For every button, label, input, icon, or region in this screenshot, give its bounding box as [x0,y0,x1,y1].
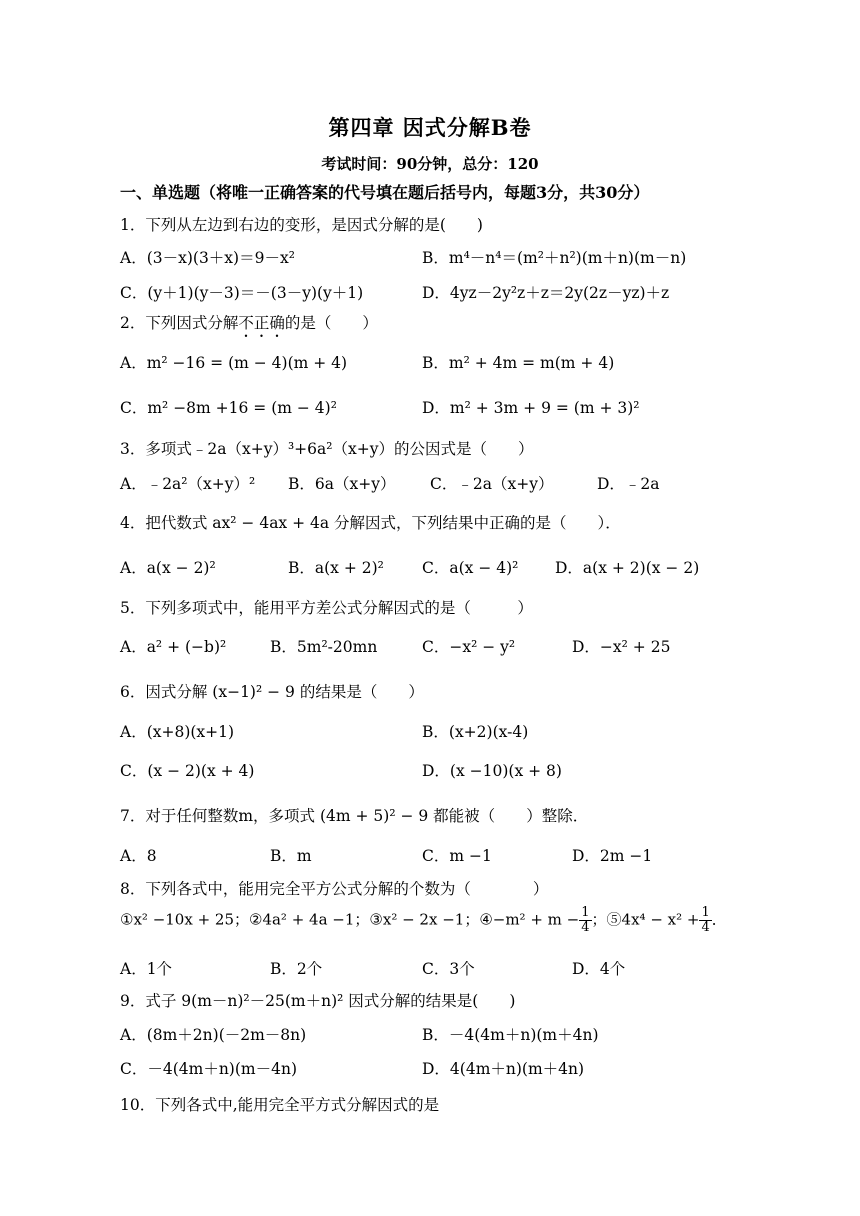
question-8-formula-part-1: ①x² −10x + 25；②4a² + 4a −1；③x² − 2x −1；④−m² + m − [120,910,580,929]
question-4-option-c: C．a(x − 4)² [422,559,519,577]
question-6-option-c: C．(x − 2)(x + 4) [120,762,255,780]
fraction-numerator: 1 [701,905,710,920]
question-3-option-c: C．﹣2a（x+y） [430,475,554,493]
question-1-option-b: B．m⁴－n⁴＝(m²＋n²)(m＋n)(m－n) [422,249,687,267]
document-title: 第四章 因式分解B卷 [328,115,532,140]
question-8-option-d: D．4个 [572,960,626,978]
question-8-option-a: A．1个 [120,960,173,978]
question-6-stem: 6．因式分解 (x−1)² − 9 的结果是（ ） [120,683,424,701]
fraction-denominator: 4 [581,920,590,935]
fraction-one-quarter [699,906,711,935]
question-8-stem: 8．下列各式中，能用完全平方公式分解的个数为（ ） [120,880,549,898]
question-5-stem: 5．下列多项式中，能用平方差公式分解因式的是（ ） [120,599,533,617]
question-5-option-d: D．−x² + 25 [572,638,671,656]
question-2-stem-prefix: 2．下列因式分解 [120,314,239,332]
question-7-option-b: B．m [270,847,312,865]
question-9-option-a: A．(8m＋2n)(－2m－8n) [120,1026,307,1044]
question-2-stem [120,311,378,341]
question-5-option-c: C．−x² − y² [422,638,516,656]
question-3-option-b: B．6a（x+y） [288,475,396,493]
question-8-formula-part-2: ；⑤4x⁴ − x² + [591,910,700,929]
exam-info: 考试时间：90分钟，总分：120 [321,155,539,173]
question-3-option-d: D．﹣2a [597,475,660,493]
question-9-option-d: D．4(4m＋n)(m＋4n) [422,1060,585,1078]
question-2-option-c: C．m² −8m +16 = (m − 4)² [120,399,337,417]
question-1-option-d: D．4yz－2y²z＋z＝2y(2z－yz)＋z [422,284,670,302]
question-7-option-d: D．2m −1 [572,847,653,865]
fraction-numerator: 1 [581,905,590,920]
question-2-stem-emphasis: 不正确 [238,314,285,332]
question-10-stem: 10．下列各式中,能用完全平方式分解因式的是 [120,1096,440,1114]
section-heading: 一、单选题（将唯一正确答案的代号填在题后括号内，每题3分，共30分） [120,183,650,202]
question-4-option-b: B．a(x + 2)² [288,559,384,577]
question-2-stem-suffix: 的是（ ） [284,314,378,332]
question-3-stem: 3．多项式﹣2a（x+y）³+6a²（x+y）的公因式是（ ） [120,440,534,458]
fraction-denominator: 4 [701,920,710,935]
question-7-option-c: C．m −1 [422,847,492,865]
question-7-stem: 7．对于任何整数m，多项式 (4m + 5)² − 9 都能被（ ）整除． [120,807,589,825]
question-8-option-b: B．2个 [270,960,323,978]
question-9-stem: 9．式子 9(m－n)²－25(m＋n)² 因式分解的结果是( ) [120,992,516,1010]
question-3-option-a: A．﹣2a²（x+y）² [120,475,256,493]
question-5-option-b: B．5m²-20mn [270,638,378,656]
question-4-option-a: A．a(x − 2)² [120,559,216,577]
question-1-option-c: C．(y＋1)(y－3)＝－(3－y)(y＋1) [120,284,364,302]
question-2-option-a: A．m² −16 = (m − 4)(m + 4) [120,354,348,372]
question-7-option-a: A．8 [120,847,157,865]
question-5-option-a: A．a² + (−b)² [120,638,227,656]
question-4-stem: 4．把代数式 ax² − 4ax + 4a 分解因式，下列结果中正确的是（ ）． [120,514,621,532]
question-2-option-b: B．m² + 4m = m(m + 4) [422,354,615,372]
question-8-option-c: C．3个 [422,960,475,978]
question-1-option-a: A．(3－x)(3＋x)＝9－x² [120,249,295,267]
question-4-option-d: D．a(x + 2)(x − 2) [555,559,700,577]
question-6-option-d: D．(x −10)(x + 8) [422,762,562,780]
question-9-option-b: B．－4(4m＋n)(m＋4n) [422,1026,599,1044]
fraction-one-quarter [579,906,591,935]
question-9-option-c: C．－4(4m＋n)(m－4n) [120,1060,297,1078]
question-2-option-d: D．m² + 3m + 9 = (m + 3)² [422,399,640,417]
question-6-option-b: B．(x+2)(x-4) [422,723,529,741]
question-8-formula-part-3: ． [711,910,727,929]
question-6-option-a: A．(x+8)(x+1) [120,723,235,741]
question-8-formula [120,906,727,935]
question-1-stem: 1．下列从左边到右边的变形，是因式分解的是( ) [120,216,483,234]
